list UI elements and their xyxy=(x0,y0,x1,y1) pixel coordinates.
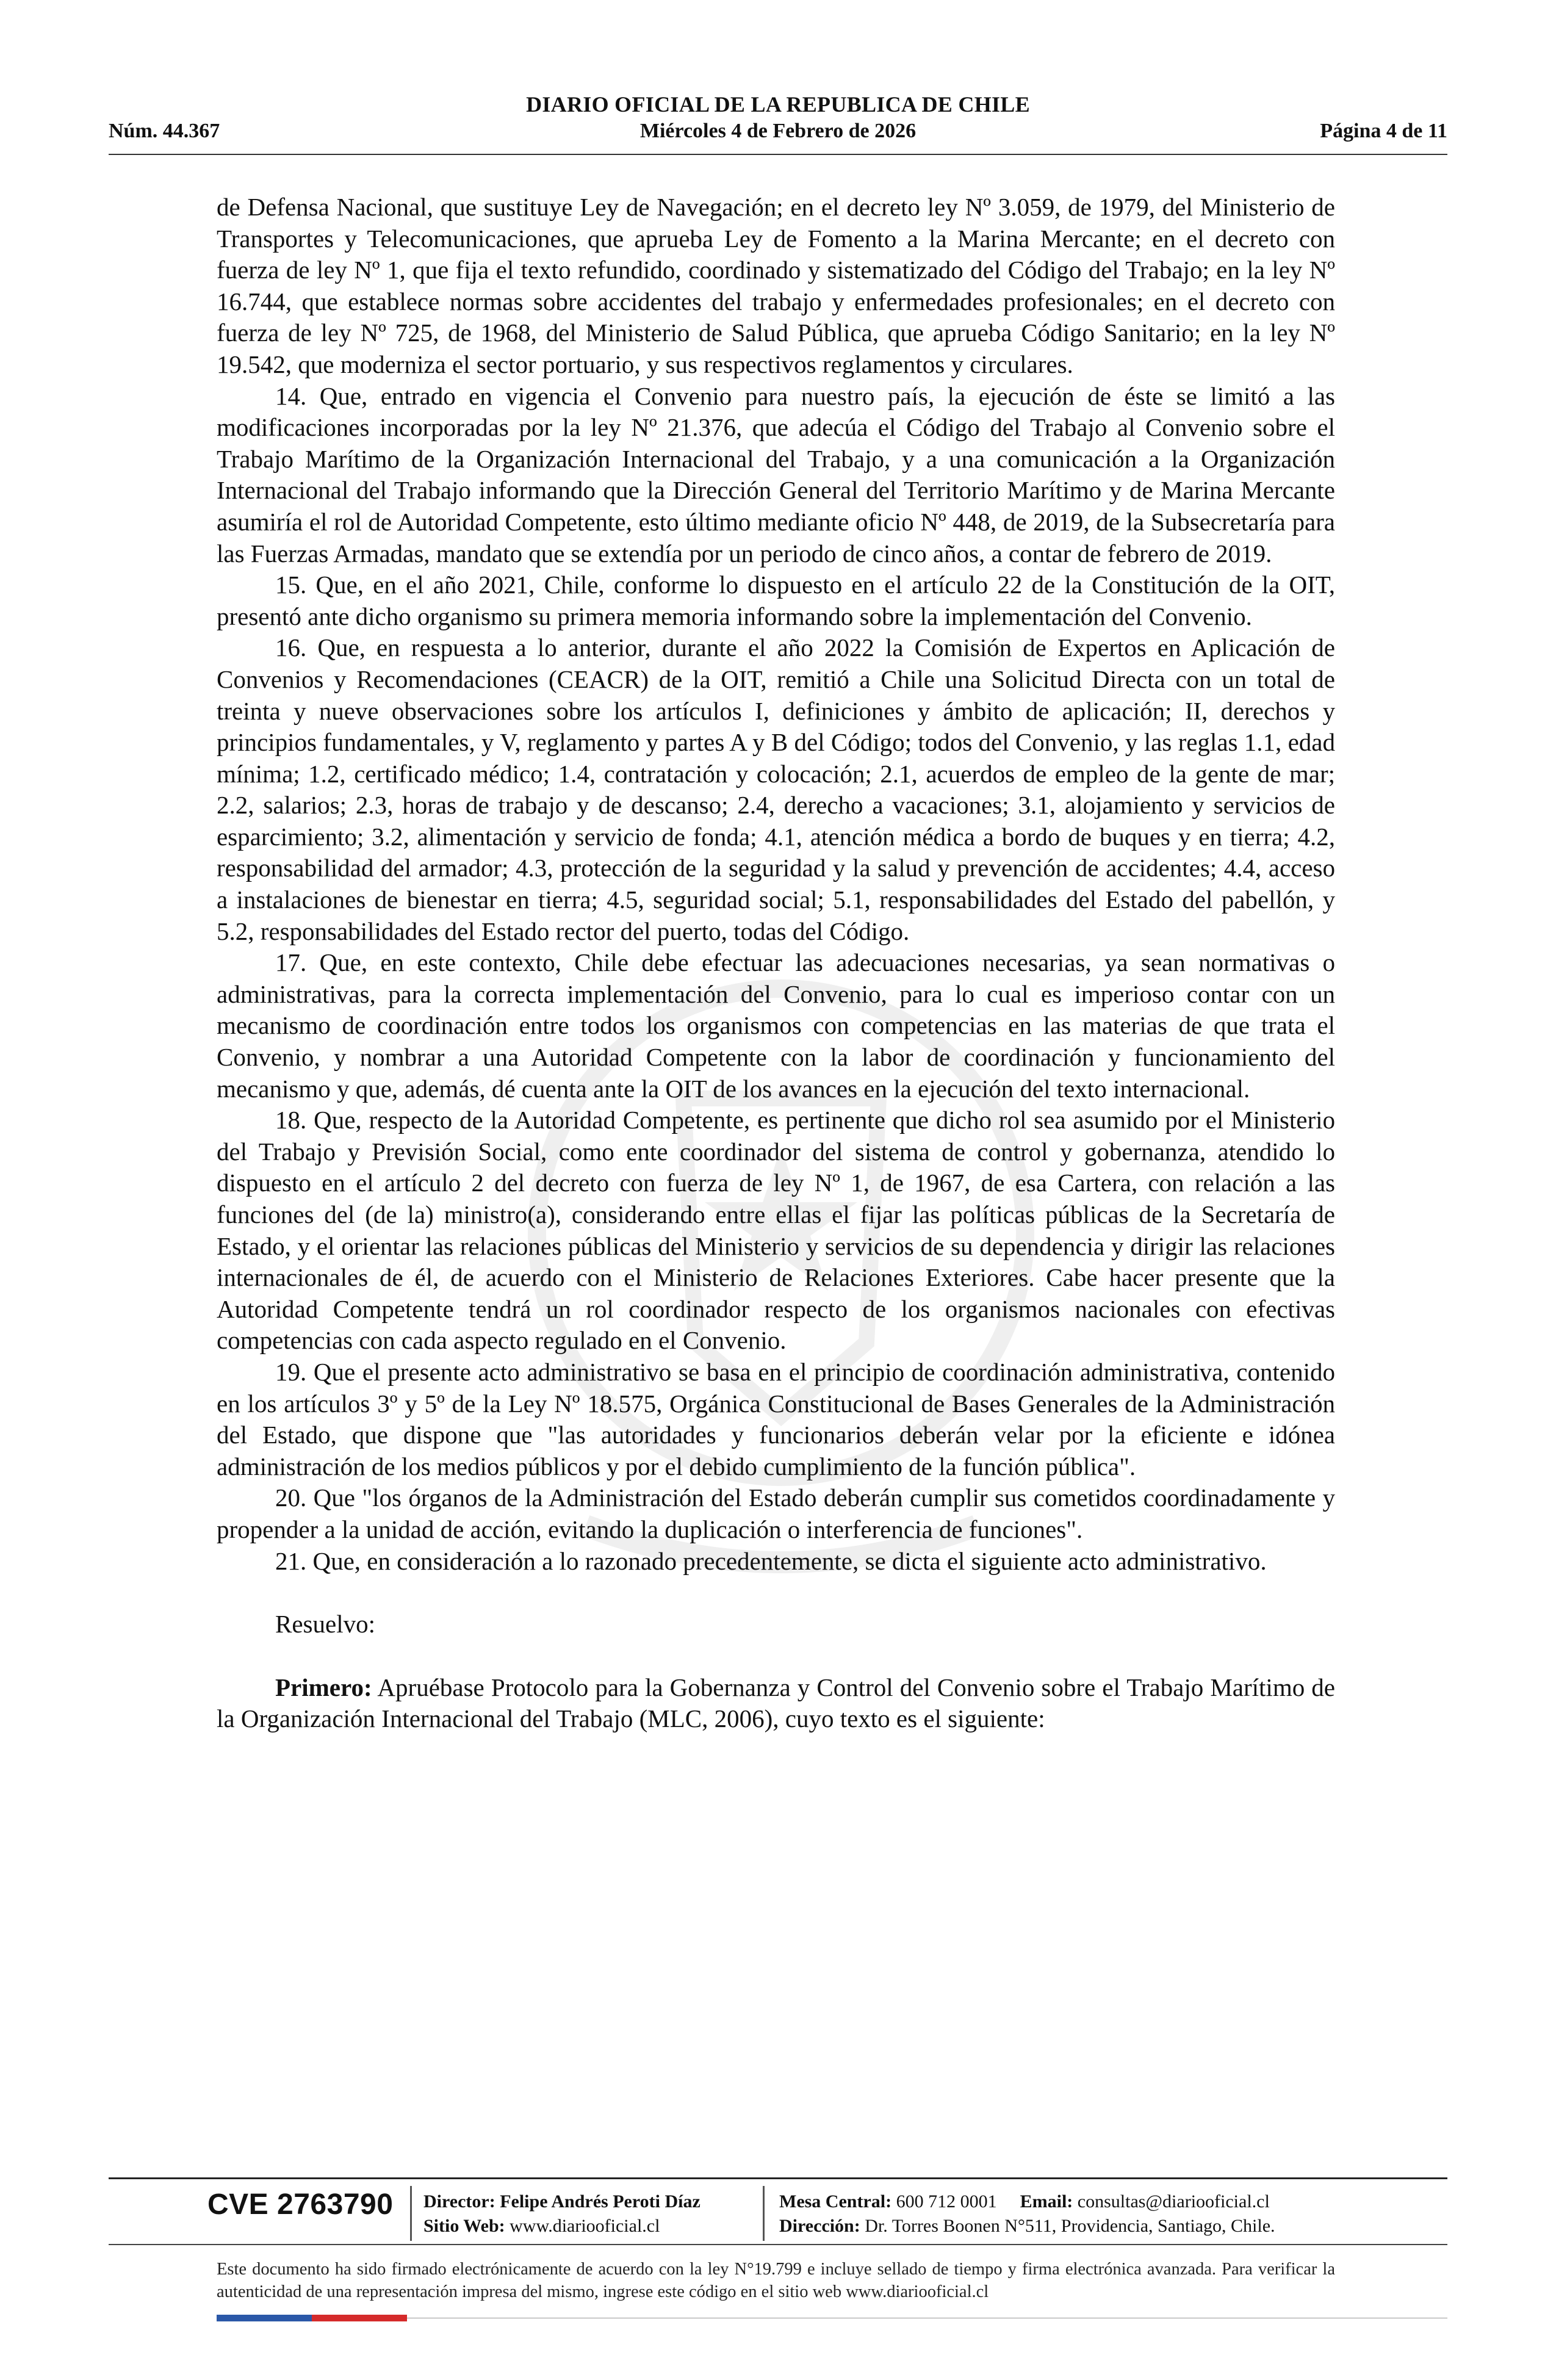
legal-notice: Este documento ha sido firmado electrónicamente de acuerdo con la ley N°19.799 e incluye sellado de tiempo y firma electrónica avanzada. Para verificar la autenticidad de una representación impresa del mismo, ingrese este código en el sitio web www.diariooficial.cl xyxy=(217,2260,1335,2301)
director-name: Felipe Andrés Peroti Díaz xyxy=(495,2191,701,2212)
footer-contact-block xyxy=(779,2190,1275,2238)
cve-code: CVE 2763790 xyxy=(207,2188,394,2221)
page-header xyxy=(109,92,1447,153)
footer-separator xyxy=(763,2186,765,2241)
flag-stripe-red xyxy=(312,2315,407,2321)
header-divider xyxy=(109,154,1447,155)
website-label: Sitio Web: xyxy=(423,2216,505,2236)
paragraph-20: 20. Que "los órganos de la Administración del Estado deberán cumplir sus cometidos coordinadamente y propender a la unidad de acción, evitando la duplicación o interferencia de funciones". xyxy=(217,1484,1335,1543)
publication-title: DIARIO OFICIAL DE LA REPUBLICA DE CHILE xyxy=(526,92,1030,117)
email-link[interactable]: consultas@diariooficial.cl xyxy=(1073,2191,1270,2212)
primero-label: Primero: xyxy=(275,1673,372,1701)
paragraph-14: 14. Que, entrado en vigencia el Convenio para nuestro país, la ejecución de éste se limitó a las modificaciones incorporadas por la ley Nº 21.376, que adecúa el Código del Trabajo al Convenio sobre el Trabajo Marítimo de la Organización Internacional del Trabajo, y a una comunicación a la Organización Internacional del Trabajo informando que la Dirección General del Territorio Marítimo y de Marina Mercante asumiría el rol de Autoridad Competente, esto último mediante oficio Nº 448, de 2019, de la Subsecretaría para las Fuerzas Armadas, mandato que se extendía por un periodo de cinco años, a contar de febrero de 2019. xyxy=(217,381,1335,568)
footer-director-block xyxy=(423,2190,701,2238)
issue-date: Miércoles 4 de Febrero de 2026 xyxy=(639,120,917,142)
director-label: Director: xyxy=(423,2191,495,2212)
website-link[interactable]: www.diariooficial.cl xyxy=(505,2216,660,2236)
paragraph-primero xyxy=(217,1672,1335,1735)
address-label: Dirección: xyxy=(779,2216,860,2236)
paragraph-16: 16. Que, en respuesta a lo anterior, durante el año 2022 la Comisión de Expertos en Aplicación de Convenios y Recomendaciones (CEACR) de la OIT, remitió a Chile una Solicitud Directa con un total de treinta y nueve observaciones sobre los artículos I, definiciones y ámbito de aplicación; II, derechos y principios fundamentales, y V, reglamento y partes A y B del Código; todos del Convenio, y las reglas 1.1, edad mínima; 1.2, certificado médico; 1.4, contratación y colocación; 2.1, acuerdos de empleo de la gente de mar; 2.2, salarios; 2.3, horas de trabajo y de descanso; 2.4, derecho a vacaciones; 3.1, alojamiento y servicios de esparcimiento; 3.2, alimentación y servicio de fonda; 4.1, atención médica a bordo de buques y en tierra; 4.2, responsabilidad del armador; 4.3, protección de la seguridad y la salud y prevención de accidentes; 4.4, acceso a instalaciones de bienestar en tierra; 4.5, seguridad social; 5.1, responsabilidades del Estado del pabellón, y 5.2, responsabilidades del Estado rector del puerto, todas del Código. xyxy=(217,633,1335,945)
paragraph-19: 19. Que el presente acto administrativo se basa en el principio de coordinación administrativa, contenido en los artículos 3º y 5º de la Ley Nº 18.575, Orgánica Constitucional de Bases Generales de la Administración del Estado, que dispone que "las autoridades y funcionarios deberán velar por la eficiente e idónea administración de los medios públicos y por el debido cumplimiento de la función pública". xyxy=(217,1357,1335,1480)
flag-stripe-blue xyxy=(217,2315,312,2321)
paragraph-17: 17. Que, en este contexto, Chile debe efectuar las adecuaciones necesarias, ya sean normativas o administrativas, para la correcta implementación del Convenio, para lo cual es imperioso contar con un mecanismo de coordinación entre todos los organismos con competencias en las materias de que trata el Convenio, y nombrar a una Autoridad Competente con la labor de coordinación y funcionamiento del mecanismo y que, además, dé cuenta ante la OIT de los avances en la ejecución del texto internacional. xyxy=(217,948,1335,1103)
paragraph-18: 18. Que, respecto de la Autoridad Competente, es pertinente que dicho rol sea asumido por el Ministerio del Trabajo y Previsión Social, como ente coordinador del sistema de control y gobernanza, atendido lo dispuesto en el artículo 2 del decreto con fuerza de ley Nº 1, de 1967, de esa Cartera, con relación a las funciones del (de la) ministro(a), considerando entre ellas el fijar las políticas públicas de la Secretaría de Estado, y el orientar las relaciones públicas del Ministerio y servicios de su dependencia y dirigir las relaciones internacionales de él, de acuerdo con el Ministerio de Relaciones Exteriores. Cabe hacer presente que la Autoridad Competente tendrá un rol coordinador respecto de los organismos nacionales con efectivas competencias con cada aspecto regulado en el Convenio. xyxy=(217,1106,1335,1355)
footer-top-divider xyxy=(109,2177,1447,2179)
mesa-central-label: Mesa Central: xyxy=(779,2191,892,2212)
footer-mid-divider xyxy=(109,2244,1447,2245)
paragraph-continuation: de Defensa Nacional, que sustituye Ley de Navegación; en el decreto ley Nº 3.059, de 1979, del Ministerio de Transportes y Telecomunicaciones, que aprueba Ley de Fomento a la Marina Mercante; en el decreto con fuerza de ley Nº 1, que fija el texto refundido, coordinado y sistematizado del Código del Trabajo; en la ley Nº 16.744, que establece normas sobre accidentes del trabajo y enfermedades profesionales; en el decreto con fuerza de ley Nº 725, de 1968, del Ministerio de Salud Pública, que aprueba Código Sanitario; en la ley Nº 19.542, que moderniza el sector portuario, y sus respectivos reglamentos y circulares. xyxy=(217,193,1335,378)
document-body xyxy=(217,192,1335,1735)
paragraph-15: 15. Que, en el año 2021, Chile, conforme lo dispuesto en el artículo 22 de la Constitución de la OIT, presentó ante dicho organismo su primera memoria informando sobre la implementación del Convenio. xyxy=(217,571,1335,630)
primero-text: Apruébase Protocolo para la Gobernanza y Control del Convenio sobre el Trabajo Marítimo de la Organización Internacional del Trabajo (MLC, 2006), cuyo texto es el siguiente: xyxy=(217,1673,1335,1733)
paragraph-21: 21. Que, en consideración a lo razonado precedentemente, se dicta el siguiente acto administrativo. xyxy=(275,1546,1267,1575)
resuelvo-heading: Resuelvo: xyxy=(275,1610,375,1639)
email-label: Email: xyxy=(1020,2191,1073,2212)
page-indicator: Página 4 de 11 xyxy=(1320,120,1447,142)
address-value: Dr. Torres Boonen N°511, Providencia, Santiago, Chile. xyxy=(860,2216,1275,2236)
mesa-central-value: 600 712 0001 xyxy=(891,2191,997,2212)
issue-number: Núm. 44.367 xyxy=(109,120,220,142)
footer-separator xyxy=(410,2186,412,2241)
flag-stripe xyxy=(217,2315,407,2321)
